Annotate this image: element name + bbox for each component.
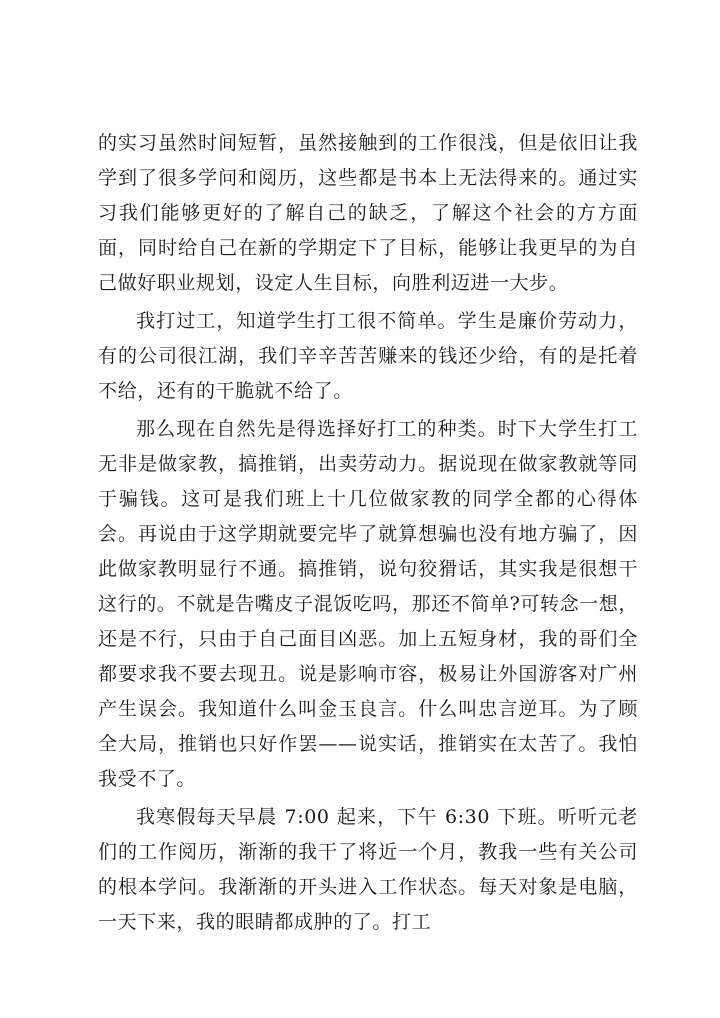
paragraph-continuation: 的实习虽然时间短暂，虽然接触到的工作很浅，但是依旧让我学到了很多学问和阅历，这些都是书本上无法得来的。通过实习我们能够更好的了解自己的缺乏，了解这个社会的方方面面，同时给自己在新的学期定下了目标，能够让我更早的为自己做好职业规划，设定人生目标，向胜利迈进一大步。 [98, 132, 638, 294]
paragraph: 我寒假每天早晨 7:00 起来，下午 6:30 下班。听听元老们的工作阅历，渐渐的我干了将近一个月，教我一些有关公司的根本学问。我渐渐的开头进入工作状态。每天对象是电脑，一天下来，我的眼睛都成肿的了。打工 [98, 806, 638, 933]
paragraph: 我打过工，知道学生打工很不简单。学生是廉价劳动力，有的公司很江湖，我们辛辛苦苦赚来的钱还少给，有的是托着不给，还有的干脆就不给了。 [98, 310, 638, 402]
document-body [98, 126, 638, 940]
paragraph: 那么现在自然先是得选择好打工的种类。时下大学生打工无非是做家教，搞推销，出卖劳动力。据说现在做家教就等同于骗钱。这可是我们班上十几位做家教的同学全都的心得体会。再说由于这学期就要完毕了就算想骗也没有地方骗了，因此做家教明显行不通。搞推销，说句狡猾话，其实我是很想干这行的。不就是告嘴皮子混饭吃吗，那还不简单?可转念一想，还是不行，只由于自己面目凶恶。加上五短身材，我的哥们全都要求我不要去现丑。说是影响市容，极易让外国游客对广州产生误会。我知道什么叫金玉良言。什么叫忠言逆耳。为了顾全大局，推销也只好作罢——说实话，推销实在太苦了。我怕我受不了。 [98, 418, 638, 790]
